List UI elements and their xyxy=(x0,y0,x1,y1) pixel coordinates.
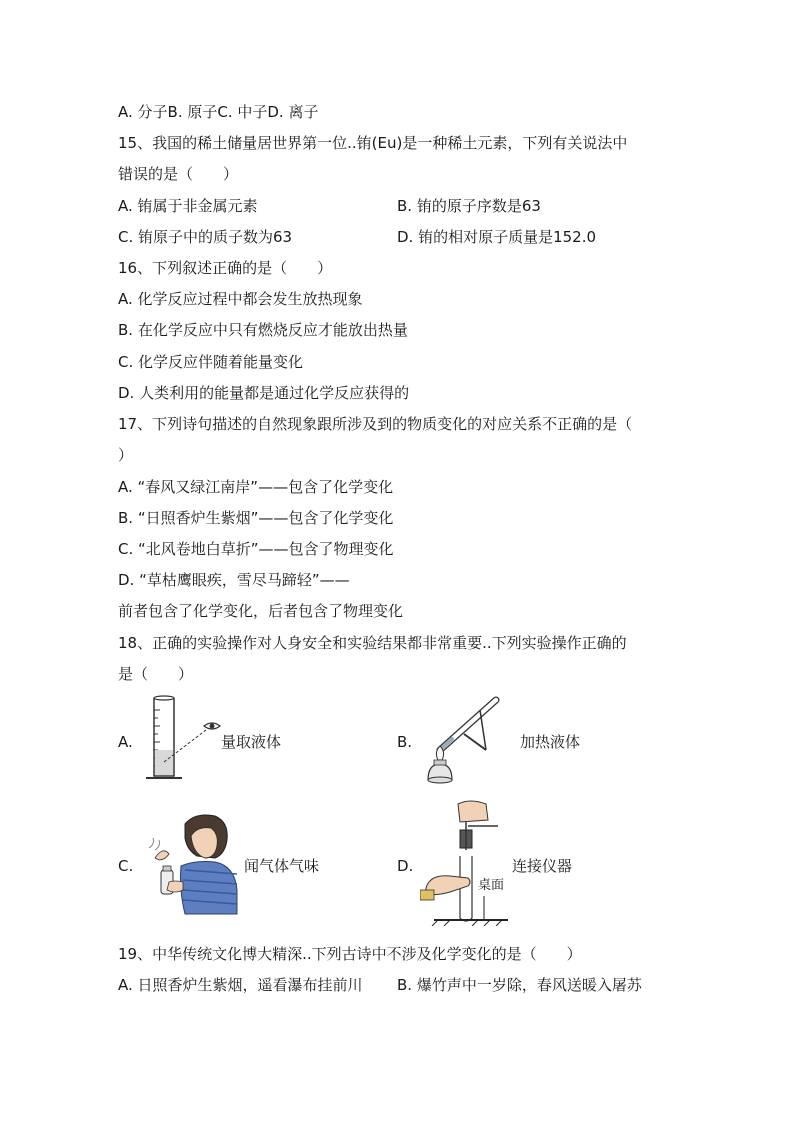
q17-stem-line2: ） xyxy=(118,446,134,464)
q15-option-c: C. 铕原子中的质子数为63 xyxy=(118,228,293,246)
q16-option-c: C. 化学反应伴随着能量变化 xyxy=(118,353,304,371)
q19-option-b: B. 爆竹声中一岁除，春风送暖入屠苏 xyxy=(397,976,642,994)
q18-option-a-letter: A. xyxy=(118,733,133,751)
q18-option-b-caption: 加热液体 xyxy=(520,733,581,751)
q18-stem-line2: 是（ ） xyxy=(118,665,194,683)
q18-option-c-letter: C. xyxy=(118,857,134,875)
q17-option-c: C. “北风卷地白草折”——包含了物理变化 xyxy=(118,540,394,558)
q19-option-a: A. 日照香炉生紫烟，遥看瀑布挂前川 xyxy=(118,976,363,994)
q18-option-d-table-label: 桌面 xyxy=(478,878,505,893)
connecting-apparatus-figure xyxy=(420,798,510,926)
q16-option-d: D. 人类利用的能量都是通过化学反应获得的 xyxy=(118,384,410,402)
q15-stem-line1: 15、我国的稀土储量居世界第一位..铕(Eu)是一种稀土元素，下列有关说法中 xyxy=(118,134,628,152)
q17-stem-line1: 17、下列诗句描述的自然现象跟所涉及到的物质变化的对应关系不正确的是（ xyxy=(118,415,633,433)
q15-option-d: D. 铕的相对原子质量是152.0 xyxy=(397,228,597,246)
q18-option-a-caption: 量取液体 xyxy=(221,733,282,751)
q17-option-b: B. “日照香炉生紫烟”——包含了化学变化 xyxy=(118,509,394,527)
q18-option-b-letter: B. xyxy=(397,733,413,751)
graduated-cylinder-figure xyxy=(140,690,230,785)
q17-option-d-line1: D. “草枯鹰眼疾，雪尽马蹄轻”—— xyxy=(118,571,350,589)
heating-liquid-figure xyxy=(420,690,510,795)
q15-stem-line2: 错误的是（ ） xyxy=(118,165,239,183)
q18-option-d-letter: D. xyxy=(397,857,414,875)
q18-stem-line1: 18、正确的实验操作对人身安全和实验结果都非常重要..下列实验操作正确的 xyxy=(118,634,627,652)
smelling-gas-figure xyxy=(145,810,240,915)
q16-option-b: B. 在化学反应中只有燃烧反应才能放出热量 xyxy=(118,321,408,339)
q18-option-c-caption: 闻气体气味 xyxy=(244,857,320,875)
q16-stem: 16、下列叙述正确的是（ ） xyxy=(118,259,333,277)
q14-options: A. 分子B. 原子C. 中子D. 离子 xyxy=(118,103,319,121)
q15-option-a: A. 铕属于非金属元素 xyxy=(118,197,258,215)
q16-option-a: A. 化学反应过程中都会发生放热现象 xyxy=(118,290,363,308)
q19-stem: 19、中华传统文化博大精深..下列古诗中不涉及化学变化的是（ ） xyxy=(118,945,582,963)
q15-option-b: B. 铕的原子序数是63 xyxy=(397,197,541,215)
q17-option-a: A. “春风又绿江南岸”——包含了化学变化 xyxy=(118,478,394,496)
q17-option-d-line2: 前者包含了化学变化，后者包含了物理变化 xyxy=(118,602,404,620)
q18-option-d-caption: 连接仪器 xyxy=(512,857,573,875)
